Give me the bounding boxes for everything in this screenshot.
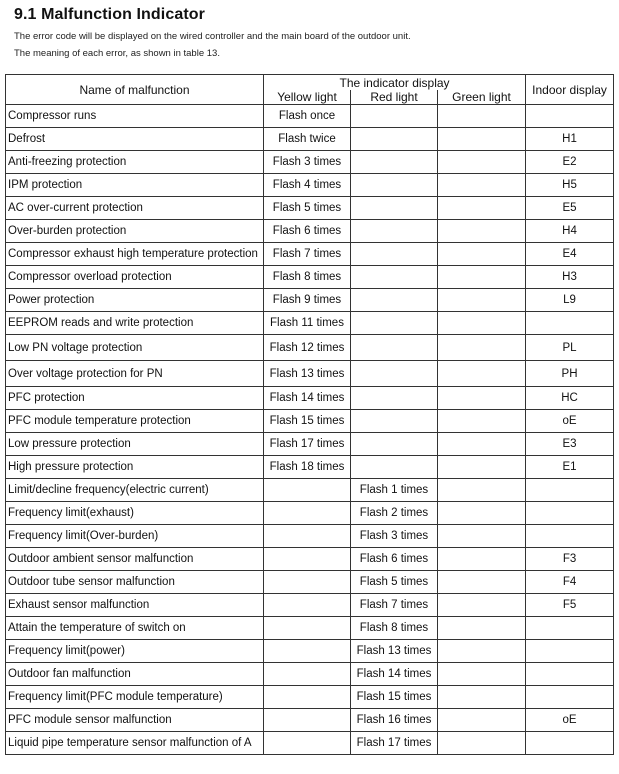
malfunction-name-cell: Frequency limit(PFC module temperature) [6,686,264,709]
table-row [6,525,614,548]
yellow-light-cell: Flash 4 times [264,174,351,197]
malfunction-name-cell: Exhaust sensor malfunction [6,594,264,617]
green-light-cell [438,361,526,387]
green-light-cell [438,732,526,755]
table-row [6,105,614,128]
malfunction-table-body [6,75,614,755]
indoor-display-cell: oE [526,410,614,433]
table-row [6,594,614,617]
red-light-cell [351,174,438,197]
table-row [6,243,614,266]
indoor-display-cell: L9 [526,289,614,312]
table-row [6,361,614,387]
red-light-cell [351,220,438,243]
malfunction-name-cell: Defrost [6,128,264,151]
green-light-cell [438,220,526,243]
malfunction-name-cell: Over voltage protection for PN [6,361,264,387]
table-row [6,197,614,220]
red-light-cell: Flash 3 times [351,525,438,548]
red-light-cell [351,243,438,266]
red-light-cell [351,410,438,433]
red-light-cell: Flash 2 times [351,502,438,525]
red-light-cell [351,456,438,479]
green-light-cell [438,387,526,410]
red-light-cell [351,387,438,410]
table-row [6,335,614,361]
red-light-cell [351,361,438,387]
indoor-display-cell [526,312,614,335]
indoor-display-cell [526,479,614,502]
header-row [6,75,614,91]
table-row [6,663,614,686]
table-row [6,266,614,289]
table-row [6,502,614,525]
yellow-light-cell [264,594,351,617]
malfunction-name-cell: Low PN voltage protection [6,335,264,361]
malfunction-name-cell: Outdoor tube sensor malfunction [6,571,264,594]
yellow-light-cell [264,617,351,640]
indoor-display-cell [526,502,614,525]
malfunction-name-cell: PFC module temperature protection [6,410,264,433]
indoor-display-cell: E2 [526,151,614,174]
malfunction-name-cell: AC over-current protection [6,197,264,220]
table-row [6,640,614,663]
green-light-cell [438,502,526,525]
green-light-cell [438,686,526,709]
indoor-display-cell [526,105,614,128]
yellow-light-cell [264,548,351,571]
green-light-cell [438,151,526,174]
yellow-light-cell [264,732,351,755]
green-light-cell [438,410,526,433]
indoor-display-cell: PH [526,361,614,387]
malfunction-name-cell: Limit/decline frequency(electric current) [6,479,264,502]
green-light-cell [438,105,526,128]
yellow-light-cell: Flash 17 times [264,433,351,456]
table-row [6,456,614,479]
red-light-cell: Flash 14 times [351,663,438,686]
yellow-light-cell: Flash 15 times [264,410,351,433]
table-row [6,174,614,197]
yellow-light-cell: Flash 5 times [264,197,351,220]
malfunction-name-cell: Outdoor ambient sensor malfunction [6,548,264,571]
header-indicator-display: The indicator display [264,75,526,91]
table-row [6,479,614,502]
red-light-cell: Flash 15 times [351,686,438,709]
yellow-light-cell: Flash 18 times [264,456,351,479]
green-light-cell [438,289,526,312]
section-heading: 9.1 Malfunction Indicator [14,6,205,23]
table-row [6,571,614,594]
green-light-cell [438,594,526,617]
red-light-cell [351,105,438,128]
red-light-cell [351,335,438,361]
indoor-display-cell: H5 [526,174,614,197]
indoor-display-cell: F3 [526,548,614,571]
yellow-light-cell: Flash 6 times [264,220,351,243]
indoor-display-cell: E3 [526,433,614,456]
malfunction-name-cell: EEPROM reads and write protection [6,312,264,335]
malfunction-name-cell: Attain the temperature of switch on [6,617,264,640]
malfunction-name-cell: Frequency limit(power) [6,640,264,663]
malfunction-name-cell: Anti-freezing protection [6,151,264,174]
malfunction-name-cell: Frequency limit(exhaust) [6,502,264,525]
malfunction-name-cell: PFC protection [6,387,264,410]
red-light-cell [351,266,438,289]
indoor-display-cell [526,732,614,755]
yellow-light-cell [264,479,351,502]
indoor-display-cell: H1 [526,128,614,151]
yellow-light-cell: Flash 12 times [264,335,351,361]
green-light-cell [438,243,526,266]
green-light-cell [438,571,526,594]
table-row [6,686,614,709]
red-light-cell: Flash 8 times [351,617,438,640]
yellow-light-cell: Flash 9 times [264,289,351,312]
yellow-light-cell: Flash 13 times [264,361,351,387]
red-light-cell: Flash 13 times [351,640,438,663]
green-light-cell [438,335,526,361]
malfunction-name-cell: Compressor runs [6,105,264,128]
header-red-light: Red light [351,90,438,105]
yellow-light-cell: Flash 3 times [264,151,351,174]
indoor-display-cell: H4 [526,220,614,243]
indoor-display-cell [526,640,614,663]
red-light-cell: Flash 1 times [351,479,438,502]
indoor-display-cell: F5 [526,594,614,617]
yellow-light-cell [264,663,351,686]
header-green-light: Green light [438,90,526,105]
green-light-cell [438,525,526,548]
table-row [6,312,614,335]
table-row [6,151,614,174]
yellow-light-cell [264,571,351,594]
yellow-light-cell: Flash twice [264,128,351,151]
yellow-light-cell [264,502,351,525]
malfunction-name-cell: IPM protection [6,174,264,197]
yellow-light-cell: Flash 11 times [264,312,351,335]
red-light-cell [351,312,438,335]
red-light-cell [351,289,438,312]
indoor-display-cell [526,617,614,640]
red-light-cell: Flash 17 times [351,732,438,755]
green-light-cell [438,128,526,151]
table-reference-note: The meaning of each error, as shown in table 13. [14,48,220,59]
green-light-cell [438,456,526,479]
table-row [6,410,614,433]
indoor-display-cell [526,525,614,548]
malfunction-name-cell: Power protection [6,289,264,312]
green-light-cell [438,640,526,663]
indoor-display-cell: oE [526,709,614,732]
yellow-light-cell [264,709,351,732]
indoor-display-cell: E5 [526,197,614,220]
malfunction-name-cell: Low pressure protection [6,433,264,456]
table-row [6,387,614,410]
indoor-display-cell: E4 [526,243,614,266]
table-row [6,220,614,243]
yellow-light-cell: Flash 7 times [264,243,351,266]
malfunction-name-cell: Frequency limit(Over-burden) [6,525,264,548]
yellow-light-cell: Flash 14 times [264,387,351,410]
table-row [6,548,614,571]
green-light-cell [438,197,526,220]
green-light-cell [438,433,526,456]
green-light-cell [438,617,526,640]
red-light-cell: Flash 5 times [351,571,438,594]
malfunction-table [5,74,614,755]
red-light-cell: Flash 7 times [351,594,438,617]
green-light-cell [438,174,526,197]
malfunction-name-cell: PFC module sensor malfunction [6,709,264,732]
header-indoor-display: Indoor display [526,75,614,105]
malfunction-name-cell: Liquid pipe temperature sensor malfunction of A [6,732,264,755]
indoor-display-cell: F4 [526,571,614,594]
green-light-cell [438,709,526,732]
red-light-cell [351,151,438,174]
red-light-cell [351,433,438,456]
malfunction-name-cell: Over-burden protection [6,220,264,243]
yellow-light-cell [264,640,351,663]
indoor-display-cell [526,663,614,686]
green-light-cell [438,312,526,335]
yellow-light-cell: Flash once [264,105,351,128]
table-row [6,617,614,640]
red-light-cell [351,197,438,220]
malfunction-name-cell: Outdoor fan malfunction [6,663,264,686]
green-light-cell [438,266,526,289]
yellow-light-cell [264,686,351,709]
table-row [6,128,614,151]
header-yellow-light: Yellow light [264,90,351,105]
green-light-cell [438,663,526,686]
table-row [6,732,614,755]
indoor-display-cell: PL [526,335,614,361]
yellow-light-cell: Flash 8 times [264,266,351,289]
intro-note: The error code will be displayed on the wired controller and the main board of the outdoor unit. [14,31,411,42]
red-light-cell [351,128,438,151]
malfunction-name-cell: Compressor exhaust high temperature protection [6,243,264,266]
red-light-cell: Flash 6 times [351,548,438,571]
red-light-cell: Flash 16 times [351,709,438,732]
table-row [6,709,614,732]
indoor-display-cell: HC [526,387,614,410]
green-light-cell [438,548,526,571]
indoor-display-cell: H3 [526,266,614,289]
malfunction-name-cell: High pressure protection [6,456,264,479]
table-row [6,433,614,456]
indoor-display-cell [526,686,614,709]
green-light-cell [438,479,526,502]
header-name-of-malfunction: Name of malfunction [6,75,264,105]
table-row [6,289,614,312]
yellow-light-cell [264,525,351,548]
indoor-display-cell: E1 [526,456,614,479]
malfunction-name-cell: Compressor overload protection [6,266,264,289]
